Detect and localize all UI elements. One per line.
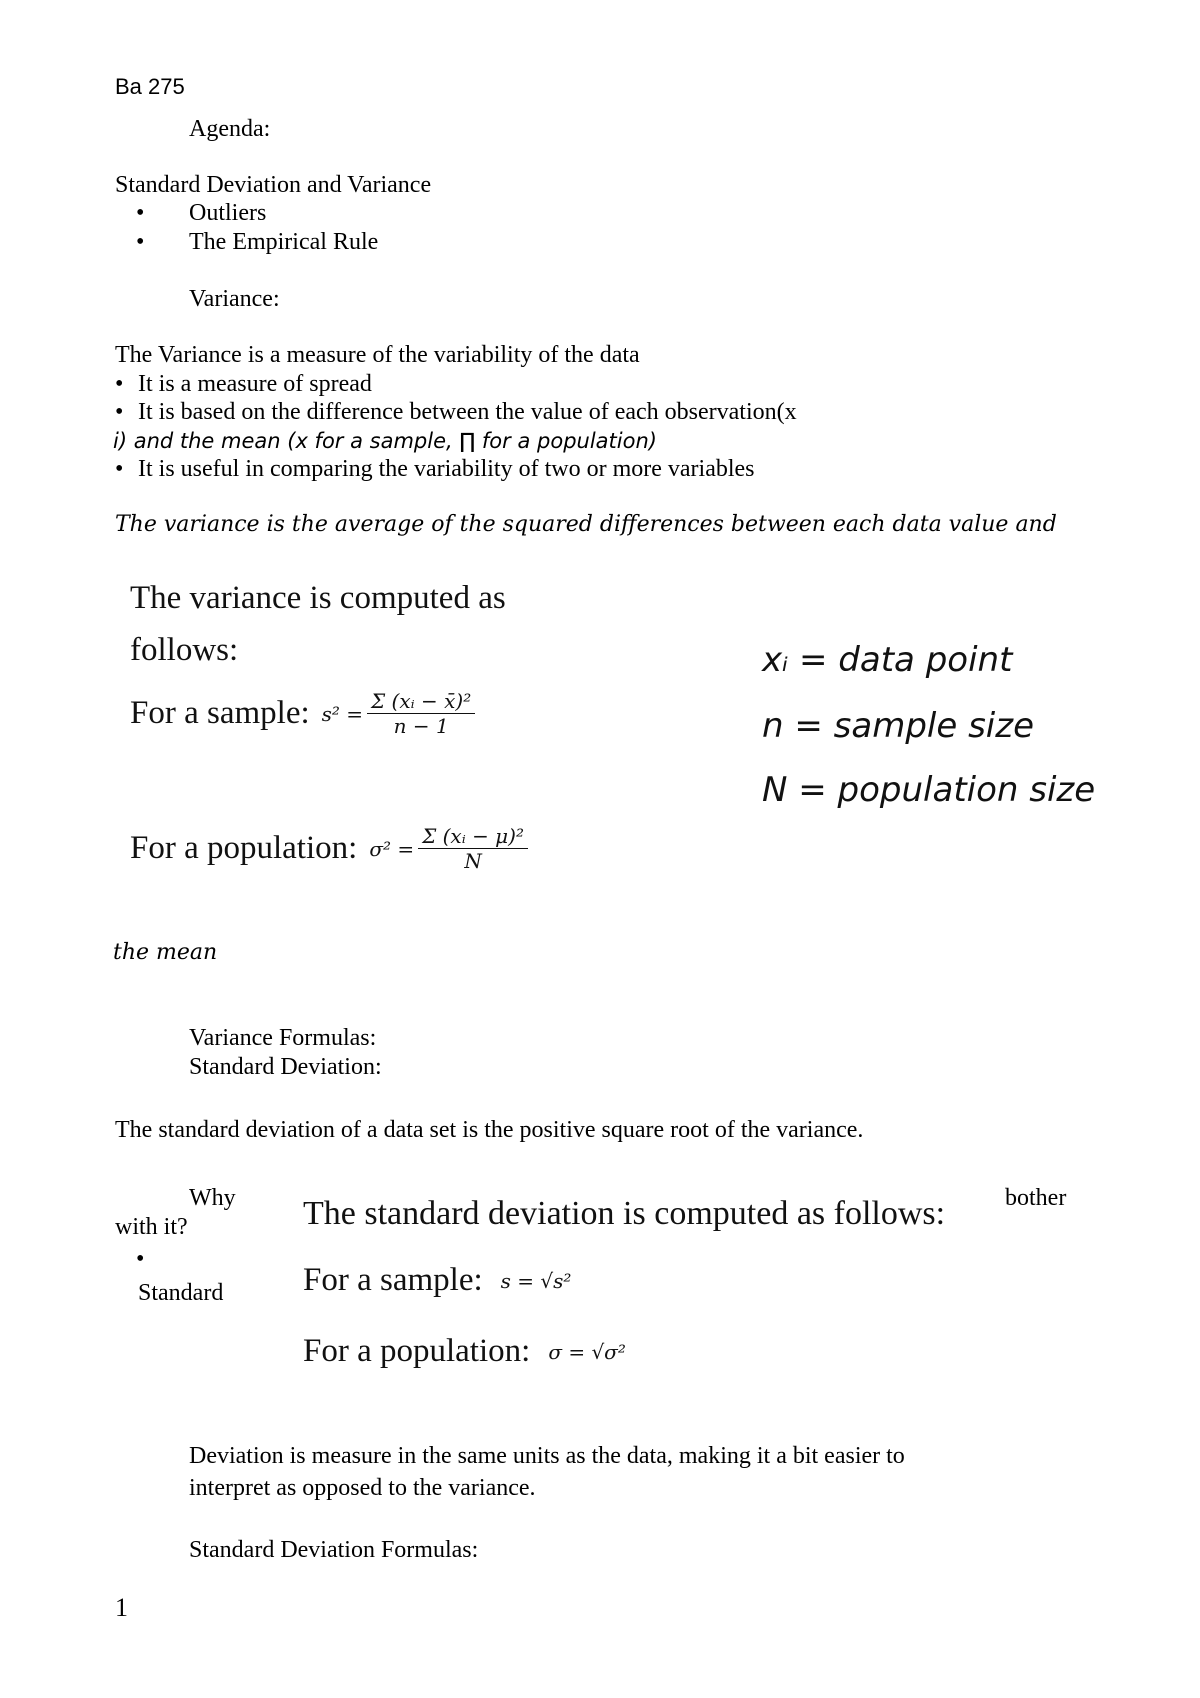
std-dev-heading: Standard Deviation:: [189, 1054, 382, 1080]
bullet-icon: •: [115, 456, 124, 482]
std-dev-explanation-cont: interpret as opposed to the variance.: [189, 1475, 536, 1501]
variance-definition-end: the mean: [113, 940, 218, 965]
population-std-expression: σ = √σ²: [548, 1339, 626, 1364]
course-code: Ba 275: [115, 74, 185, 99]
agenda-item: Outliers: [189, 200, 267, 226]
sample-variance-lhs: s² =: [321, 701, 364, 726]
bullet-icon: •: [115, 399, 124, 425]
population-variance-numerator: Σ (xᵢ − μ)²: [418, 825, 528, 849]
std-dev-definition: The standard deviation of a data set is the positive square root of the variance.: [115, 1117, 864, 1143]
why-text: Why: [189, 1185, 236, 1211]
sample-variance-denominator: n − 1: [393, 714, 449, 738]
variance-bullet: It is useful in comparing the variability of two or more variables: [138, 456, 755, 482]
sample-std-expression: s = √s²: [500, 1268, 572, 1293]
with-it-text: with it?: [115, 1214, 188, 1240]
population-variance-formula: [130, 825, 528, 872]
standard-word: Standard: [138, 1280, 224, 1306]
population-variance-lhs: σ² =: [369, 836, 415, 861]
agenda-topic: Standard Deviation and Variance: [115, 172, 432, 198]
population-variance-denominator: N: [464, 849, 482, 873]
variance-bullet-continuation: i) and the mean (x for a sample, ∏ for a population): [113, 429, 657, 453]
std-dev-explanation: Deviation is measure in the same units as the data, making it a bit easier to: [189, 1443, 905, 1469]
bullet-icon: •: [136, 229, 145, 255]
sample-variance-numerator: Σ (xᵢ − x̄)²: [367, 690, 475, 714]
variance-formulas-label: Variance Formulas:: [189, 1025, 377, 1051]
handwritten-note: N = population size: [762, 770, 1096, 810]
handwritten-note: n = sample size: [762, 706, 1034, 746]
variance-figure-title: The variance is computed as: [130, 580, 506, 616]
bullet-icon: •: [136, 200, 145, 226]
bullet-icon: •: [115, 371, 124, 397]
variance-intro: The Variance is a measure of the variability of the data: [115, 342, 640, 368]
std-dev-formulas-label: Standard Deviation Formulas:: [189, 1537, 479, 1563]
bullet-icon: •: [136, 1246, 145, 1272]
bother-text: bother: [1005, 1185, 1067, 1211]
agenda-item: The Empirical Rule: [189, 229, 379, 255]
variance-definition: The variance is the average of the squared differences between each data value and: [115, 512, 1057, 537]
variance-bullet: It is based on the difference between the value of each observation(x: [138, 399, 797, 425]
population-label: For a population:: [303, 1333, 531, 1369]
sample-std-formula: [303, 1262, 571, 1299]
sample-label: For a sample:: [303, 1262, 483, 1298]
sample-variance-formula: [130, 690, 475, 737]
variance-heading: Variance:: [189, 286, 280, 312]
population-label: For a population:: [130, 830, 358, 866]
agenda-heading: Agenda:: [189, 116, 271, 142]
sample-label: For a sample:: [130, 695, 310, 731]
population-std-formula: [303, 1333, 626, 1370]
std-figure-title: The standard deviation is computed as follows:: [303, 1195, 946, 1232]
variance-bullet: It is a measure of spread: [138, 371, 372, 397]
handwritten-note: xᵢ = data point: [762, 640, 1013, 680]
page-number: 1: [115, 1593, 128, 1622]
variance-figure-title-cont: follows:: [130, 632, 239, 668]
